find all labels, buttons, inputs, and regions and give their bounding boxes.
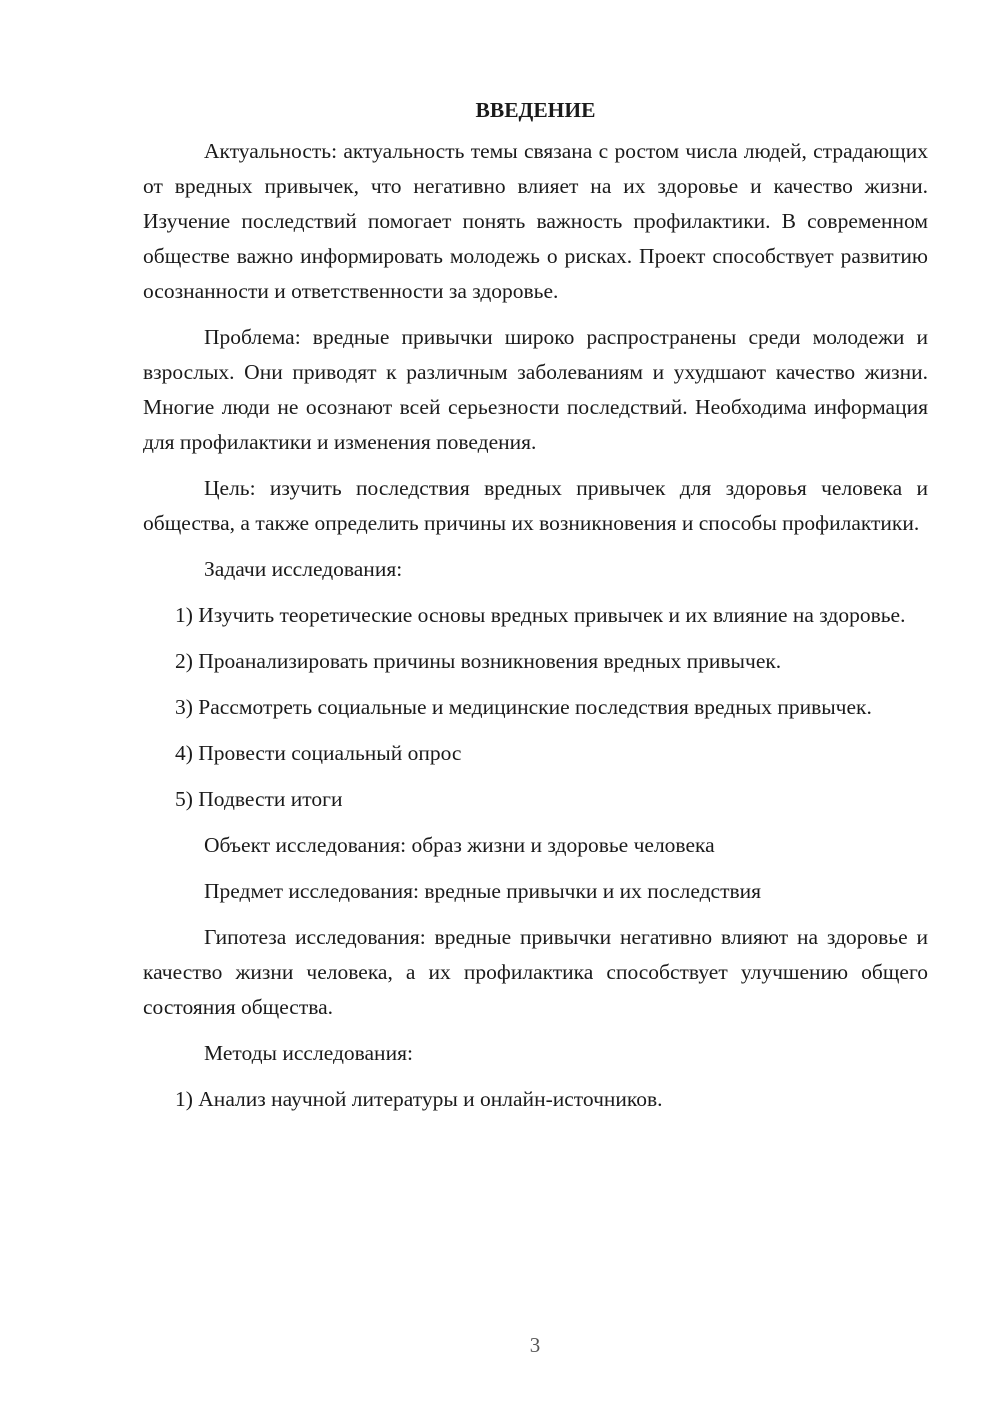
goal-paragraph: Цель: изучить последствия вредных привычек для здоровья человека и общества, а также определить причины их возникновения и способы профилактики.	[143, 476, 928, 535]
task-item: 5) Подвести итоги	[175, 787, 343, 811]
tasks-heading: Задачи исследования:	[204, 557, 403, 581]
task-item: 4) Провести социальный опрос	[175, 741, 462, 765]
task-item: 3) Рассмотреть социальные и медицинские последствия вредных привычек.	[175, 695, 872, 719]
problem-paragraph: Проблема: вредные привычки широко распространены среди молодежи и взрослых. Они приводят к различным заболеваниям и ухудшают качество жизни. Многие люди не осознают всей серьезности последствий. Необходима информация для профилактики и изменения поведения.	[143, 325, 928, 454]
hypothesis-paragraph: Гипотеза исследования: вредные привычки негативно влияют на здоровье и качество жизни человека, а их профилактика способствует улучшению общего состояния общества.	[143, 925, 928, 1019]
task-item: 1) Изучить теоретические основы вредных привычек и их влияние на здоровье.	[175, 603, 906, 627]
page-content	[143, 93, 928, 1128]
subject-paragraph: Предмет исследования: вредные привычки и их последствия	[204, 879, 762, 903]
methods-heading: Методы исследования:	[204, 1041, 413, 1065]
object-paragraph: Объект исследования: образ жизни и здоровье человека	[204, 833, 715, 857]
method-item: 1) Анализ научной литературы и онлайн-источников.	[175, 1087, 663, 1111]
page-number: 3	[529, 1333, 541, 1357]
task-item: 2) Проанализировать причины возникновения вредных привычек.	[175, 649, 782, 673]
relevance-paragraph: Актуальность: актуальность темы связана с ростом числа людей, страдающих от вредных привычек, что негативно влияет на их здоровье и качество жизни. Изучение последствий помогает понять важность профилактики. В современном обществе важно информировать молодежь о рисках. Проект способствует развитию осознанности и ответственности за здоровье.	[143, 139, 928, 303]
section-title: ВВЕДЕНИЕ	[475, 98, 596, 122]
